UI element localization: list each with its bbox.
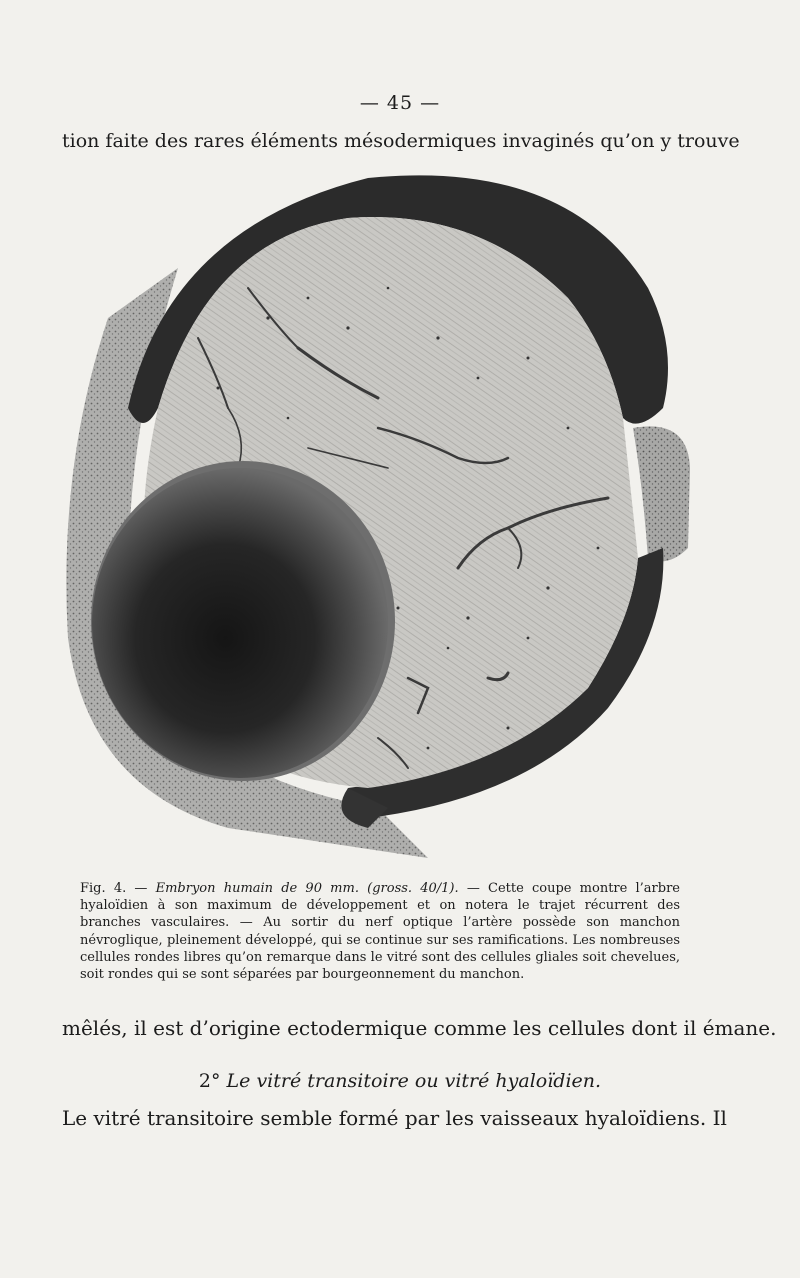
section-title: [0, 1070, 800, 1092]
body-text-top: tion faite des rares éléments mésodermiques invaginés qu’on y trouve: [62, 130, 740, 152]
figure-caption-text: — Cette coupe montre l’arbre hyaloïdien à son maximum de développement et on notera le trajet récurrent des branches vasculaires. — Au sortir du nerf optique l’artère possède son manchon névroglique, pleinement développé, qui se continue sur ses ramifications. Les nombreuses cellules rondes libres qu’on remarque dans le vitré sont des cellules gliales soit chevelues, soit rondes qui se sont séparées par bourgeonnement du manchon.: [80, 881, 680, 983]
figure-label: Fig. 4.: [80, 881, 127, 896]
eye-illustration: [48, 168, 698, 868]
page-number: — 45 —: [359, 92, 441, 114]
figure-caption: [80, 880, 680, 983]
body-text-bottom: Le vitré transitoire semble formé par les vaisseaux hyaloïdiens. Il: [62, 1106, 727, 1130]
figure-eye-section: [48, 168, 698, 868]
figure-title: — Embryon humain de 90 mm. (gross. 40/1).: [134, 881, 459, 896]
section-number: 2°: [198, 1070, 221, 1092]
section-title-text: Le vitré transitoire ou vitré hyaloïdien.: [226, 1070, 602, 1092]
body-text-mid: mêlés, il est d’origine ectodermique comme les cellules dont il émane.: [62, 1016, 777, 1040]
